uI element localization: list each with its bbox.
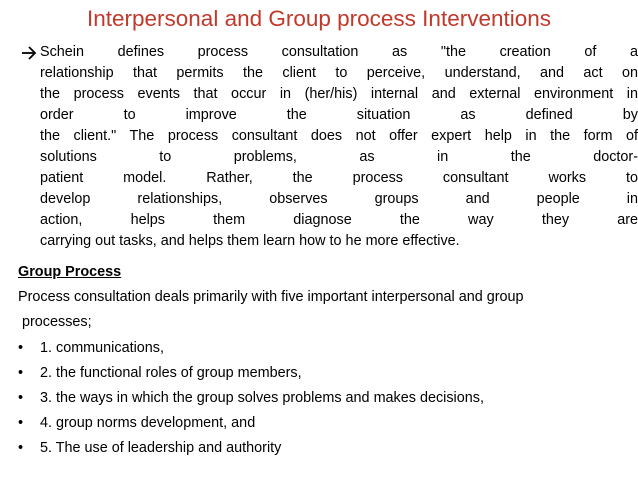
intro-line: action, helps them diagnose the way they are — [40, 212, 638, 228]
intro-line: the client." The process consultant does not offer expert help in the form of — [40, 128, 638, 144]
right-arrow-icon — [20, 43, 38, 63]
intro-line: patient model. Rather, the process consultant works to — [40, 170, 638, 186]
intro-line: relationship that permits the client to perceive, understand, and act on — [40, 65, 638, 81]
bullet-item: 3. the ways in which the group solves problems and makes decisions, — [40, 390, 484, 406]
intro-line: the process events that occur in (her/his) internal and external environment in — [40, 86, 638, 102]
body-line: Process consultation deals primarily with five important interpersonal and group — [18, 289, 524, 305]
bullet-icon: • — [18, 415, 24, 431]
bullet-item: 4. group norms development, and — [40, 415, 256, 431]
bullet-icon: • — [18, 365, 24, 381]
bullet-icon: • — [18, 440, 24, 456]
bullet-item: 2. the functional roles of group members, — [40, 365, 302, 381]
bullet-item: 5. The use of leadership and authority — [40, 440, 282, 456]
slide-title: Interpersonal and Group process Interventions — [86, 6, 552, 31]
bullet-item: 1. communications, — [40, 340, 164, 356]
bullet-icon: • — [18, 390, 24, 406]
intro-line: develop relationships, observes groups and people in — [40, 191, 638, 207]
intro-line: Schein defines process consultation as "the creation of a — [40, 44, 638, 60]
body-line: processes; — [18, 314, 92, 330]
intro-paragraph — [20, 43, 638, 258]
intro-line: order to improve the situation as defined by — [40, 107, 638, 123]
intro-line: solutions to problems, as in the doctor- — [40, 149, 638, 165]
intro-line: carrying out tasks, and helps them learn how to he more effective. — [40, 233, 460, 249]
bullet-icon: • — [18, 340, 24, 356]
section-heading: Group Process — [18, 264, 122, 280]
